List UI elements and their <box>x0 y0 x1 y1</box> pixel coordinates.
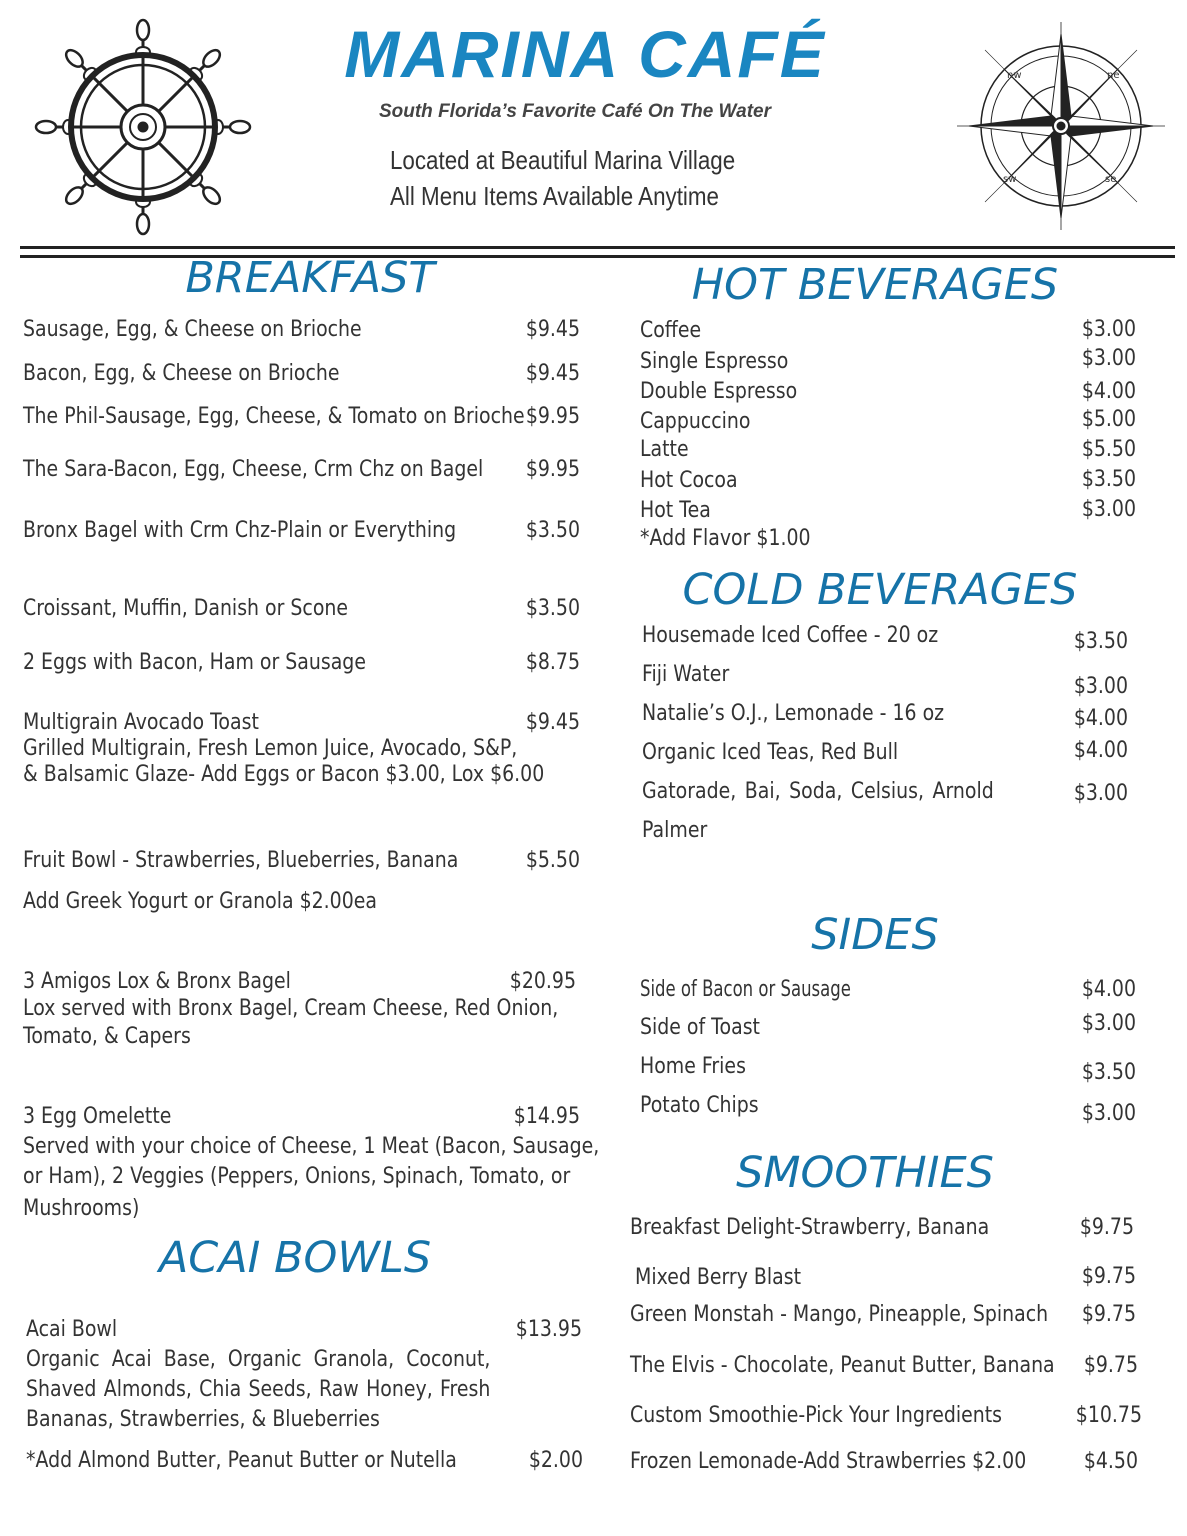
hot-beverage-name: Cappuccino <box>640 409 751 434</box>
smoothie-price: $10.75 <box>1075 1403 1142 1428</box>
breakfast-item-name: Bacon, Egg, & Cheese on Brioche <box>23 361 340 386</box>
breakfast-item-name: Fruit Bowl - Strawberries, Blueberries, Banana <box>23 848 459 873</box>
header-divider-top <box>20 246 1175 249</box>
breakfast-item-price: $9.95 <box>525 404 580 429</box>
breakfast-item-name: 3 Amigos Lox & Bronx Bagel <box>23 969 291 994</box>
acai-item-price: $13.95 <box>515 1317 582 1342</box>
hot-beverage-name: Coffee <box>640 318 702 343</box>
acai-item-name: *Add Almond Butter, Peanut Butter or Nutella <box>26 1448 457 1473</box>
smoothie-name: Frozen Lemonade-Add Strawberries $2.00 <box>630 1449 1027 1474</box>
breakfast-item-price: $14.95 <box>513 1104 580 1129</box>
smoothie-price: $9.75 <box>1083 1353 1138 1378</box>
breakfast-item-name: 3 Egg Omelette <box>23 1104 172 1129</box>
breakfast-item-price: $3.50 <box>525 518 580 543</box>
breakfast-heading: BREAKFAST <box>185 253 435 303</box>
side-item-price: $3.00 <box>1081 1101 1136 1126</box>
smoothie-name: Mixed Berry Blast <box>635 1265 802 1290</box>
location-line: Located at Beautiful Marina Village <box>390 145 736 175</box>
hot-beverage-price: $4.00 <box>1081 379 1136 404</box>
acai-item-name: Acai Bowl <box>26 1317 118 1342</box>
cold-beverage-price: $4.00 <box>1073 706 1128 731</box>
hot-beverage-name: Latte <box>640 437 689 462</box>
hot-beverage-price: $3.50 <box>1081 467 1136 492</box>
breakfast-item-name: Sausage, Egg, & Cheese on Brioche <box>23 317 362 342</box>
breakfast-item-description: or Ham), 2 Veggies (Peppers, Onions, Spinach, Tomato, or <box>23 1164 571 1189</box>
breakfast-item-description: Served with your choice of Cheese, 1 Meat (Bacon, Sausage, <box>23 1134 600 1159</box>
breakfast-item-price: $5.50 <box>525 848 580 873</box>
compass-rose-icon <box>955 20 1167 232</box>
acai-item-description: Organic Acai Base, Organic Granola, Coconut, <box>26 1347 491 1372</box>
hot-beverage-price: $3.00 <box>1081 317 1136 342</box>
hot-beverage-price: $5.00 <box>1081 407 1136 432</box>
hot-beverages-note: *Add Flavor $1.00 <box>640 526 811 551</box>
breakfast-item-name: The Phil-Sausage, Egg, Cheese, & Tomato on Brioche <box>23 404 525 429</box>
breakfast-item-name: The Sara-Bacon, Egg, Cheese, Crm Chz on Bagel <box>23 457 484 482</box>
cold-beverage-name: Housemade Iced Coffee - 20 oz <box>642 623 939 648</box>
hot-beverage-name: Single Espresso <box>640 349 789 374</box>
cold-beverage-price: $3.00 <box>1073 781 1128 806</box>
hot-beverage-price: $3.00 <box>1081 346 1136 371</box>
hot-beverage-name: Hot Cocoa <box>640 468 738 493</box>
breakfast-item-name: 2 Eggs with Bacon, Ham or Sausage <box>23 650 366 675</box>
hot-beverages-heading: HOT BEVERAGES <box>691 260 1059 310</box>
side-item-name: Side of Bacon or Sausage <box>640 977 851 1002</box>
compass-ne-label: ne <box>1107 70 1120 81</box>
breakfast-item-description: & Balsamic Glaze- Add Eggs or Bacon $3.00, Lox $6.00 <box>23 762 545 787</box>
breakfast-item-price: $9.95 <box>525 457 580 482</box>
breakfast-item-description: Lox served with Bronx Bagel, Cream Cheese, Red Onion, <box>23 996 559 1021</box>
breakfast-item-description: Tomato, & Capers <box>23 1024 191 1049</box>
cold-beverage-price: $3.50 <box>1073 629 1128 654</box>
cold-beverages-heading: COLD BEVERAGES <box>682 565 1078 615</box>
breakfast-item-price: $9.45 <box>525 317 580 342</box>
hot-beverage-name: Hot Tea <box>640 498 711 523</box>
breakfast-item-price: $8.75 <box>525 650 580 675</box>
hot-beverage-price: $3.00 <box>1081 497 1136 522</box>
smoothie-name: Green Monstah - Mango, Pineapple, Spinach <box>630 1302 1049 1327</box>
sides-heading: SIDES <box>811 910 939 960</box>
side-item-price: $3.50 <box>1081 1060 1136 1085</box>
compass-nw-label: nw <box>1007 70 1022 81</box>
tagline: South Florida’s Favorite Café On The Water <box>378 101 772 122</box>
hot-beverage-price: $5.50 <box>1081 437 1136 462</box>
cold-beverage-name: Natalie’s O.J., Lemonade - 16 oz <box>642 701 945 726</box>
smoothie-price: $9.75 <box>1081 1302 1136 1327</box>
smoothies-heading: SMOOTHIES <box>736 1148 994 1198</box>
breakfast-item-name: Multigrain Avocado Toast <box>23 710 259 735</box>
smoothie-price: $9.75 <box>1079 1215 1134 1240</box>
breakfast-item-price: $9.45 <box>525 361 580 386</box>
hot-beverage-name: Double Espresso <box>640 379 798 404</box>
side-item-name: Potato Chips <box>640 1093 759 1118</box>
cold-beverage-description: Palmer <box>642 818 708 843</box>
acai-item-price: $2.00 <box>528 1448 583 1473</box>
side-item-price: $4.00 <box>1081 977 1136 1002</box>
cold-beverage-name: Organic Iced Teas, Red Bull <box>642 740 899 765</box>
smoothie-name: The Elvis - Chocolate, Peanut Butter, Banana <box>630 1353 1055 1378</box>
compass-se-label: se <box>1105 174 1117 185</box>
breakfast-item-description: Add Greek Yogurt or Granola $2.00ea <box>23 889 377 914</box>
side-item-price: $3.00 <box>1081 1011 1136 1036</box>
availability-line: All Menu Items Available Anytime <box>390 181 719 211</box>
smoothie-name: Breakfast Delight-Strawberry, Banana <box>630 1215 990 1240</box>
breakfast-item-price: $9.45 <box>525 710 580 735</box>
breakfast-item-price: $20.95 <box>509 969 576 994</box>
acai-item-description: Bananas, Strawberries, & Blueberries <box>26 1407 380 1432</box>
smoothie-price: $9.75 <box>1081 1264 1136 1289</box>
cold-beverage-name: Gatorade, Bai, Soda, Celsius, Arnold <box>642 779 994 804</box>
side-item-name: Side of Toast <box>640 1015 760 1040</box>
page-title: MARINA CAFÉ <box>344 17 826 91</box>
cold-beverage-price: $4.00 <box>1073 738 1128 763</box>
compass-sw-label: sw <box>1003 174 1017 185</box>
cold-beverage-price: $3.00 <box>1073 674 1128 699</box>
breakfast-item-description: Mushrooms) <box>23 1196 140 1221</box>
breakfast-item-name: Bronx Bagel with Crm Chz-Plain or Everything <box>23 518 457 543</box>
cold-beverage-name: Fiji Water <box>642 662 730 687</box>
ship-wheel-icon <box>28 12 258 242</box>
side-item-name: Home Fries <box>640 1054 746 1079</box>
smoothie-name: Custom Smoothie-Pick Your Ingredients <box>630 1403 1003 1428</box>
breakfast-item-name: Croissant, Muffin, Danish or Scone <box>23 596 349 621</box>
breakfast-item-description: Grilled Multigrain, Fresh Lemon Juice, Avocado, S&P, <box>23 736 518 761</box>
acai-item-description: Shaved Almonds, Chia Seeds, Raw Honey, Fresh <box>26 1377 491 1402</box>
acai-bowls-heading: ACAI BOWLS <box>158 1233 432 1283</box>
smoothie-price: $4.50 <box>1083 1449 1138 1474</box>
breakfast-item-price: $3.50 <box>525 596 580 621</box>
